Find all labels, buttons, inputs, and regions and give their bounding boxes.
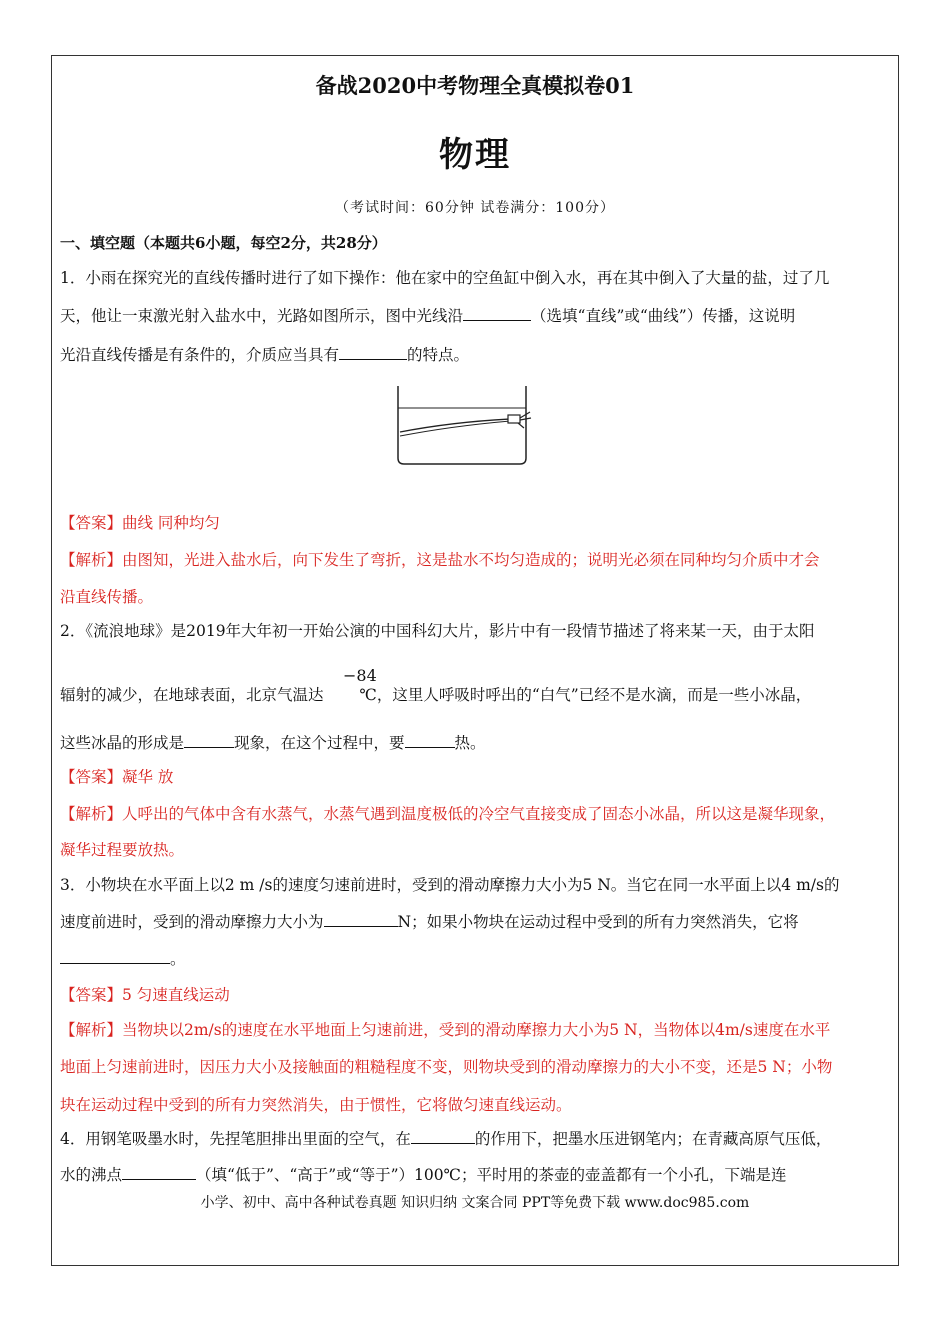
q2-answer: 【答案】凝华 放 (60, 768, 174, 786)
q2-analysis-line-1: 【解析】人呼出的气体中含有水蒸气，水蒸气遇到温度极低的冷空气直接变成了固态小冰晶，所以这是凝华现象， (60, 805, 836, 823)
q4-blank-2 (122, 1165, 196, 1180)
q2-line-3: 这些冰晶的形成是 现象，在这个过程中，要 热。 (60, 734, 486, 752)
q4-line-2: 水的沸点 （填“低于”、“高于”或“等于”）100℃；平时用的茶壶的壶盖都有一个小孔，下端是连 (60, 1166, 787, 1184)
fish-tank-laser-figure (392, 384, 532, 468)
exam-title: 备战2020中考物理全真模拟卷01 (315, 73, 635, 98)
q3-analysis-line-1: 【解析】当物块以2m/s的速度在水平地面上匀速前进，受到的滑动摩擦力大小为5 N，当物体以4m/s速度在水平 (60, 1021, 831, 1039)
q3-analysis-line-2: 地面上匀速前进时，因压力大小及接触面的粗糙程度不变，则物块受到的滑动摩擦力的大小不变，还是5 N；小物 (60, 1058, 833, 1076)
exam-info: （考试时间：60分钟 试卷满分：100分） (335, 200, 615, 216)
section-heading: 一、填空题（本题共6小题，每空2分，共28分） (60, 234, 387, 252)
q3-line-2: 速度前进时，受到的滑动摩擦力大小为 N；如果小物块在运动过程中受到的所有力突然消失，它将 (60, 913, 799, 931)
q3-analysis-line-3: 块在运动过程中受到的所有力突然消失，由于惯性，它将做匀速直线运动。 (60, 1096, 572, 1114)
q3-answer: 【答案】5 匀速直线运动 (60, 986, 230, 1004)
q3-line-3: 。 (60, 947, 186, 969)
q1-blank-1 (463, 306, 531, 321)
q3-blank-2 (60, 949, 170, 964)
q4-blank-1 (411, 1129, 475, 1144)
q2-blank-1 (184, 733, 234, 748)
q1-analysis-line-2: 沿直线传播。 (60, 588, 154, 606)
q4-line-1: 4．用钢笔吸墨水时，先捏笔胆排出里面的空气，在 的作用下，把墨水压进钢笔内；在青藏高原气压低， (60, 1130, 832, 1148)
q1-analysis-line-1: 【解析】由图知，光进入盐水后，向下发生了弯折，这是盐水不均匀造成的；说明光必须在同种均匀介质中才会 (60, 551, 820, 569)
q2-analysis-line-2: 凝华过程要放热。 (60, 841, 185, 859)
q1-blank-2 (339, 345, 407, 360)
q2-blank-2 (405, 733, 455, 748)
subject-title: 物理 (439, 135, 511, 175)
q1-line-3: 光沿直线传播是有条件的，介质应当具有 的特点。 (60, 346, 470, 364)
q3-blank-1 (324, 912, 398, 927)
q1-line-1: 1．小雨在探究光的直线传播时进行了如下操作：他在家中的空鱼缸中倒入水，再在其中倒入了大量的盐，过了几 (60, 269, 830, 287)
q1-line-2: 天，他让一束激光射入盐水中，光路如图所示，图中光线沿 （选填“直线”或“曲线”）传播，这说明 (60, 307, 796, 325)
q3-line-1: 3．小物块在水平面上以2 m /s的速度匀速前进时，受到的滑动摩擦力大小为5 N。当它在同一水平面上以4 m/s的 (60, 876, 840, 894)
page-footer: 小学、初中、高中各种试卷真题 知识归纳 文案合同 PPT等免费下载 www.doc985.com (200, 1195, 750, 1211)
q2-temperature-value: −84 (343, 666, 377, 685)
q1-answer: 【答案】曲线 同种均匀 (60, 514, 220, 532)
q2-line-2: 辐射的减少，在地球表面，北京气温达 ℃，这里人呼吸时呼出的“白气”已经不是水滴，而是一些小冰晶， (60, 686, 812, 704)
q2-line-1: 2．《流浪地球》是2019年大年初一开始公演的中国科幻大片，影片中有一段情节描述了将来某一天，由于太阳 (60, 622, 815, 640)
